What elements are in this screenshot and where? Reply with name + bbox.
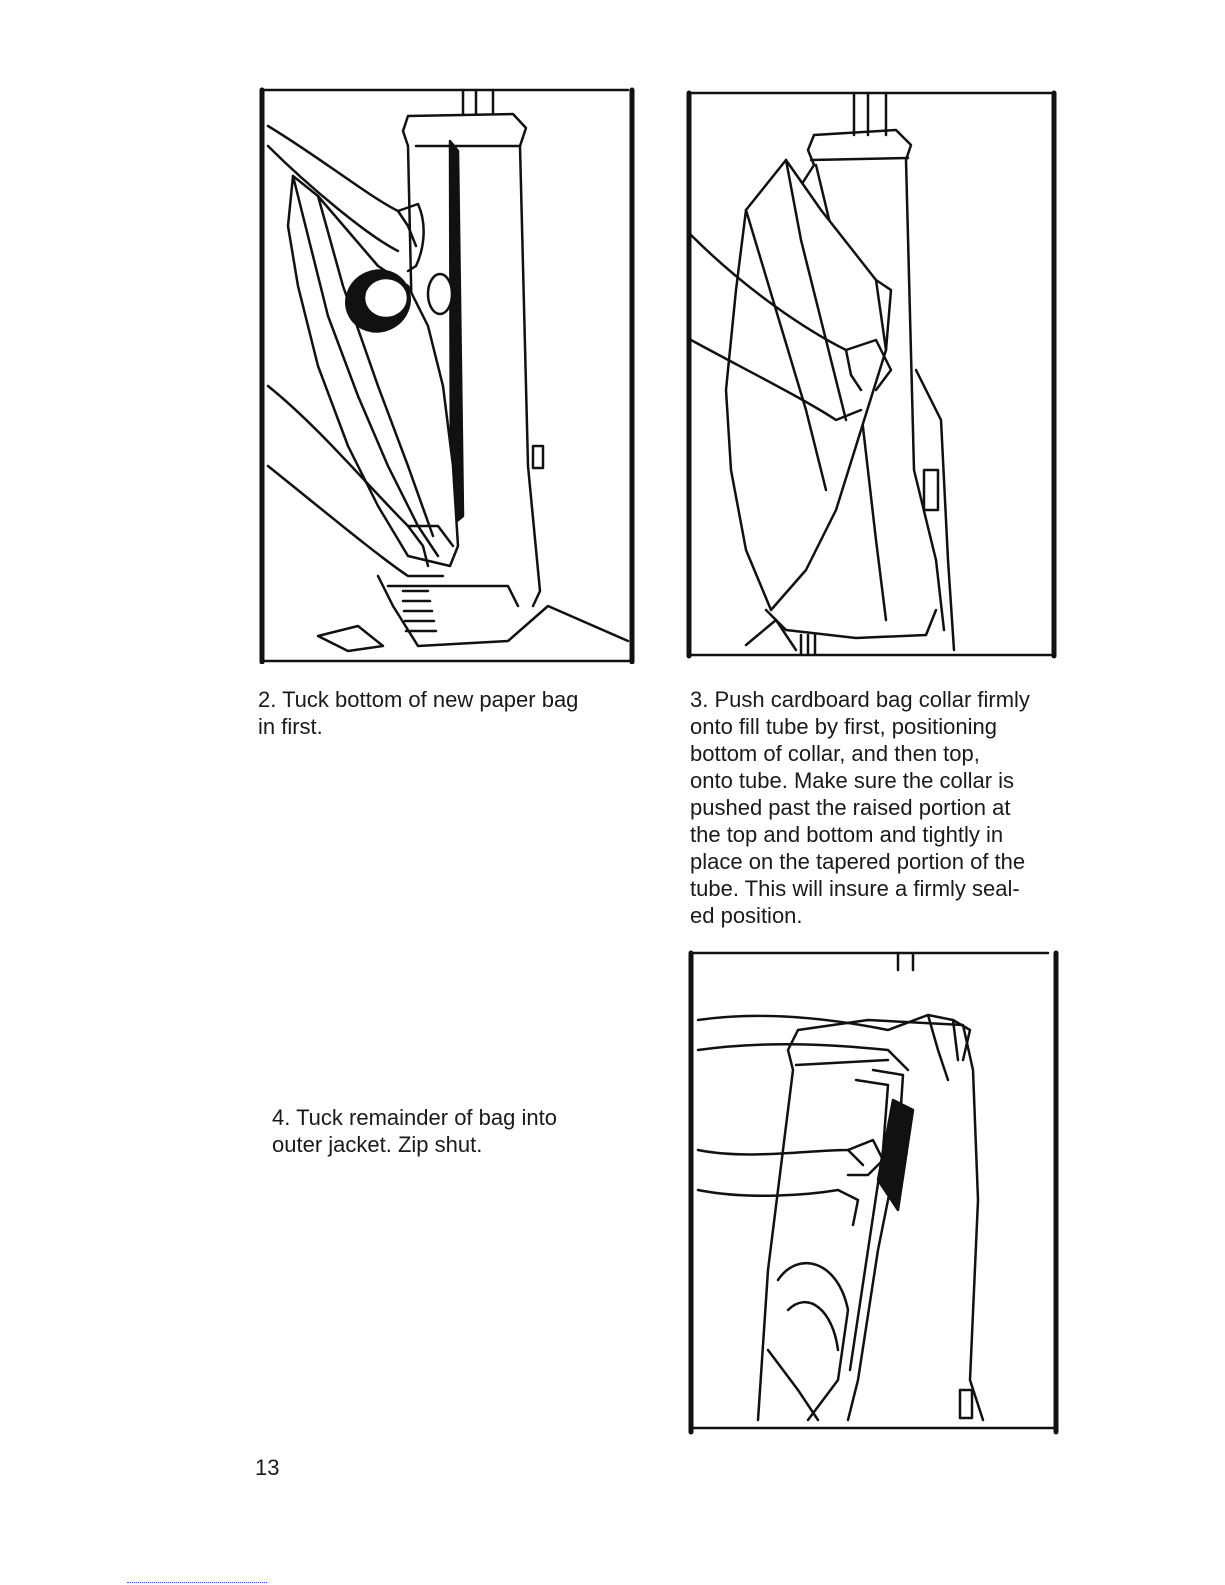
step-3-illustration-drawing — [686, 90, 1058, 660]
step-2-caption: 2. Tuck bottom of new paper bag in first. — [258, 687, 579, 739]
step-4-illustration — [688, 950, 1060, 1436]
step-2-illustration — [258, 86, 638, 664]
page-number: 13 — [255, 1455, 280, 1480]
step-3-illustration — [686, 90, 1058, 660]
step-3-caption: 3. Push cardboard bag collar firmly onto fill tube by first, positioning bottom of collar, and then top, onto tube. Make sure the collar is pushed past the raised portion at the top and bottom and tightly in place on the tapered portion of the tube. This will insure a firmly seal- ed position. — [690, 687, 1030, 928]
step-2-illustration-drawing — [258, 86, 638, 664]
step-4-illustration-drawing — [688, 950, 1060, 1436]
step-4-caption: 4. Tuck remainder of bag into outer jacket. Zip shut. — [272, 1105, 557, 1157]
footer-rule — [127, 1582, 267, 1583]
